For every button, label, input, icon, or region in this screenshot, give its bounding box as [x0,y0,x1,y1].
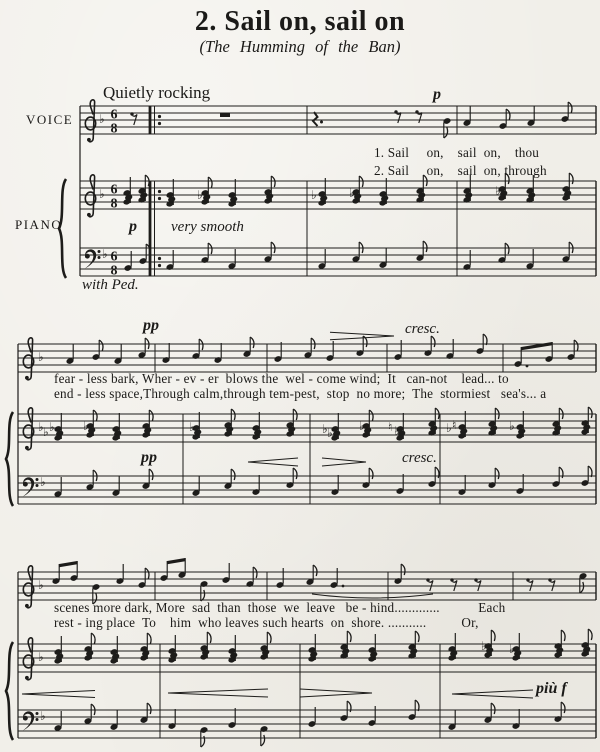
eighth-rest [548,578,555,591]
piano-label: PIANO [15,217,63,232]
chord [84,633,95,662]
quarter-note [168,709,177,730]
chord [260,632,271,661]
accidental-flat: ♭ [359,419,365,433]
quarter-note [276,568,285,589]
quarter-note [463,106,472,127]
eighth-rest [450,578,457,591]
eighth-note [138,338,149,359]
chord [110,636,120,665]
key-flat: ♭ [38,350,44,364]
piano-brace [6,412,13,506]
quarter-note [252,475,261,496]
cresc-voice-marking: cresc. [405,321,440,337]
chord [54,413,64,442]
eighth-note [554,702,565,723]
quarter-note [512,709,521,730]
eighth-rest [415,110,422,123]
quarter-note [228,708,237,729]
time-signature-upper: 6 [110,107,118,123]
chord [408,631,419,660]
eighth-note [340,701,351,722]
bass-clef [23,711,39,730]
eighth-note [394,564,405,585]
eighth-note [84,704,95,725]
quarter-note [66,344,75,365]
lyrics-verse1-system1: 1. Sail on, sail on, thou [374,145,540,160]
chord [168,635,178,664]
chord [562,173,573,202]
time-signature-lower: 8 [110,263,118,279]
quarter-note [446,339,455,360]
quarter-note [192,476,201,497]
quarter-note [214,343,223,364]
accidental-flat: ♭ [322,422,328,436]
dynamic-piu-f: più f [536,680,567,697]
eighth-note [498,243,509,264]
eighth-note [424,336,435,357]
eighth-note [362,468,373,489]
lyrics-verse2-system3: rest - ing place To him who leaves such hearts on shore. ........... Or, [54,615,479,630]
eighth-rest [394,110,401,123]
page-title: 2. Sail on, sail on [194,6,406,37]
eighth-note [356,336,367,357]
chord [488,408,499,437]
eighth-note [443,117,452,138]
eighth-note [552,467,563,488]
eighth-note [416,241,427,262]
chord [54,636,64,665]
eighth-note [243,337,254,358]
dynamic-pp-voice: pp [143,317,159,334]
piano-lower-staff-3 [18,710,596,738]
very-smooth-marking: very smooth [171,219,244,235]
lyrics-verse1-system3: scenes more dark, More sad than those we leave be - hind............. Each [54,600,506,615]
eighth-rest [130,112,137,125]
quarter-note [527,106,536,127]
voice-staff-3 [18,572,596,600]
eighth-note [264,242,275,263]
page-subtitle: (The Humming of the Ban) [199,37,401,56]
key-flat: ♭ [40,709,46,723]
dynamic-pp-piano: pp [141,449,157,466]
eighth-note [488,468,499,489]
key-flat: ♭ [38,420,44,434]
eighth-note [142,469,153,490]
voice-staff-1 [80,106,596,134]
eighth-note [352,242,363,263]
eighth-note [306,565,317,586]
quarter-note [112,476,121,497]
eighth-note [224,469,235,490]
quarter-note [222,563,231,584]
quarter-note [396,474,405,495]
chord [448,633,458,662]
quarter-note [330,568,339,589]
beamed-notes [514,342,554,368]
bass-clef [23,477,39,496]
accidental-flat: ♭ [349,186,355,200]
chord [340,631,351,660]
accidental-flat: ♭ [197,188,203,202]
chord [581,629,592,658]
eighth-rest [426,578,433,591]
time-signature-lower: 8 [110,196,118,212]
chord [140,633,151,662]
chord [526,175,536,204]
chord [224,409,235,438]
piano-lower-staff-2 [18,476,596,504]
voice-staff-2 [18,344,596,372]
chord [228,635,238,664]
quarter-note [526,249,535,270]
piano-upper-staff-1 [80,181,596,209]
accidental-natural: ♮ [452,418,457,432]
key-flat: ♭ [38,578,44,592]
quarter-note [394,340,403,361]
chord [112,413,122,442]
chord [552,408,563,437]
eighth-note [579,572,588,593]
time-signature-upper: 6 [110,182,118,198]
quarter-note [448,710,457,731]
accidental-flat: ♭ [189,420,195,434]
eighth-note [200,580,209,601]
quarter-note [331,475,340,496]
eighth-note [246,567,257,588]
quarter-note [54,711,63,732]
cresc-piano-marking: cresc. [402,450,437,466]
accidental-flat: ♭ [509,642,515,656]
quarter-note [54,477,63,498]
decrescendo-hairpin [322,458,366,466]
eighth-note [201,243,212,264]
eighth-note [562,242,573,263]
quarter-note [516,474,525,495]
accidental-flat: ♭ [509,419,515,433]
quarter-note [318,249,327,270]
time-signature-upper: 6 [110,249,118,265]
accidental-flat: ♭ [481,639,487,653]
quarter-note [166,250,175,271]
lyrics-verse2-system2: end - less space,Through calm,through tem-pest, stop no more; The stormiest sea's... a [54,386,547,401]
chord [428,408,439,437]
key-flat: ♭ [38,650,44,664]
eighth-rest [526,578,533,591]
quarter-note [368,706,377,727]
quarter-note [162,343,171,364]
eighth-note [200,726,209,747]
eighth-note [484,703,495,724]
chord [264,176,275,205]
slur [312,594,433,598]
accidental-flat: ♭ [311,188,317,202]
with-pedal-marking: with Ped. [82,277,139,293]
tempo-marking: Quietly rocking [103,83,211,102]
quarter-note [110,710,119,731]
accidental-flat: ♭ [446,421,452,435]
decrescendo-hairpin [330,332,394,340]
quarter-note [116,564,125,585]
key-flat: ♭ [40,475,46,489]
chord [166,179,176,208]
chord [200,632,211,661]
time-signature-lower: 8 [110,121,118,137]
chord [416,175,427,204]
measure-rest [220,113,230,117]
eighth-note [192,339,203,360]
accidental-flat: ♭ [394,424,400,438]
accidental-natural: ♮ [388,420,393,434]
dotted-quarter-rest [313,112,323,126]
bass-clef [85,249,101,268]
crescendo-hairpin [452,690,533,698]
quarter-note [458,475,467,496]
voice-label: VOICE [26,112,74,127]
eighth-note [286,468,297,489]
accidental-flat: ♭ [83,419,89,433]
dynamic-p-piano: p [129,218,137,235]
chord [138,175,149,204]
crescendo-hairpin [22,691,95,698]
quarter-note [274,342,283,363]
beamed-notes [52,561,79,585]
key-flat: ♭ [99,187,105,201]
crescendo-hairpin [248,458,298,466]
eighth-note [428,467,439,488]
dynamic-p-voice: p [433,86,441,103]
quarter-note [114,344,123,365]
crescendo-hairpin [168,689,268,697]
eighth-note [260,725,269,746]
quarter-note [124,251,133,272]
quarter-note [379,248,388,269]
eighth-rest [474,578,481,591]
accidental-flat: ♭ [49,420,55,434]
eighth-note [140,703,151,724]
eighth-note [86,470,97,491]
accidental-flat: ♭ [43,425,49,439]
chord [228,179,238,208]
lyrics-verse2-system1: 2. Sail on, sail on, through [374,163,547,178]
quarter-note [228,249,237,270]
eighth-note [304,338,315,359]
chord [252,412,262,441]
accidental-flat: ♭ [495,184,501,198]
key-flat: ♭ [99,112,105,126]
quarter-note [463,250,472,271]
beamed-notes [160,558,187,582]
lyrics-verse1-system2: fear - less bark, Wher - ev - er blows the wel - come wind; It can-not lead... to [54,371,509,386]
chord [463,175,473,204]
accidental-flat: ♭ [327,426,333,440]
key-flat: ♭ [102,247,108,261]
piano-brace [6,642,13,740]
decrescendo-hairpin [300,689,372,697]
piano-lower-staff-1 [80,248,596,276]
chord [286,409,297,438]
